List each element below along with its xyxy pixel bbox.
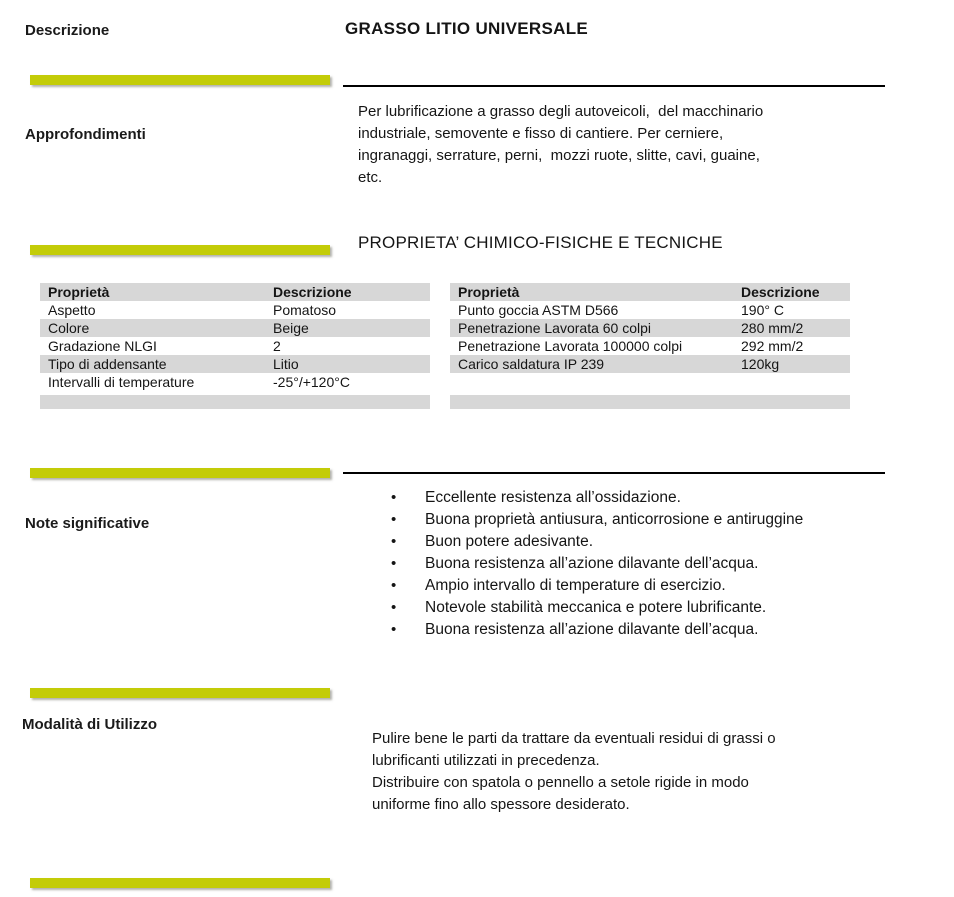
text-line: lubrificanti utilizzati in precedenza. (372, 752, 600, 769)
property-cell: Colore (48, 320, 90, 336)
text-line: ingranaggi, serrature, perni, mozzi ruote, slitte, cavi, guaine, (358, 147, 760, 164)
note-list-item: • Notevole stabilità meccanica e potere lubrificante. (388, 597, 928, 619)
properties-table-left (40, 283, 430, 409)
property-cell: Punto goccia ASTM D566 (458, 302, 619, 318)
notes-list (388, 487, 928, 641)
property-cell: Tipo di addensante (48, 356, 167, 372)
property-cell: Gradazione NLGI (48, 338, 157, 354)
section-label-descrizione: Descrizione (25, 22, 110, 39)
text-line: Per lubrificazione a grasso degli autoveicoli, del macchinario (358, 103, 764, 120)
accent-bar (30, 75, 330, 85)
usage-paragraph (372, 728, 912, 816)
table-header-row (40, 283, 430, 301)
text-line: uniforme fino allo spessore desiderato. (372, 796, 630, 813)
text-line: industriale, semovente e fisso di cantiere. Per cerniere, (358, 125, 724, 142)
table-row (450, 301, 850, 319)
empty-table-row (450, 395, 850, 409)
value-cell: 292 mm/2 (741, 338, 804, 354)
divider-line (343, 85, 885, 87)
note-list-item: • Ampio intervallo di temperature di esercizio. (388, 575, 928, 597)
column-header-proprieta: Proprietà (48, 284, 110, 300)
note-list-item: • Buona proprietà antiusura, anticorrosione e antiruggine (388, 509, 928, 531)
table-row (40, 355, 430, 373)
note-list-item: • Eccellente resistenza all’ossidazione. (388, 487, 928, 509)
accent-bar (30, 468, 330, 478)
text-line: Distribuire con spatola o pennello a setole rigide in modo (372, 774, 749, 791)
table-body (450, 301, 850, 373)
properties-heading: PROPRIETA’ CHIMICO-FISICHE E TECNICHE (358, 233, 723, 252)
property-cell: Carico saldatura IP 239 (458, 356, 605, 372)
column-header-proprieta: Proprietà (458, 284, 520, 300)
value-cell: 280 mm/2 (741, 320, 804, 336)
page-title: GRASSO LITIO UNIVERSALE (345, 19, 589, 38)
section-label-approfondimenti: Approfondimenti (25, 126, 146, 143)
note-list-item: • Buona resistenza all’azione dilavante dell’acqua. (388, 619, 928, 641)
value-cell: Beige (273, 320, 309, 336)
table-row (450, 319, 850, 337)
column-header-descrizione: Descrizione (741, 284, 820, 300)
description-paragraph (358, 101, 898, 189)
table-row (40, 301, 430, 319)
property-cell: Intervalli di temperature (48, 374, 195, 390)
value-cell: 190° C (741, 302, 784, 318)
value-cell: 2 (273, 338, 281, 354)
column-header-descrizione: Descrizione (273, 284, 352, 300)
table-row (40, 319, 430, 337)
table-row (450, 355, 850, 373)
empty-table-row (40, 395, 430, 409)
divider-line (343, 472, 885, 474)
property-cell: Penetrazione Lavorata 100000 colpi (458, 338, 683, 354)
section-label-modalita-utilizzo: Modalità di Utilizzo (22, 716, 157, 733)
value-cell: Pomatoso (273, 302, 337, 318)
table-body (40, 301, 430, 391)
value-cell: -25°/+120°C (273, 374, 350, 390)
empty-table-row (450, 373, 850, 391)
table-row (40, 373, 430, 391)
accent-bar (30, 245, 330, 255)
property-cell: Penetrazione Lavorata 60 colpi (458, 320, 652, 336)
value-cell: Litio (273, 356, 299, 372)
text-line: Pulire bene le parti da trattare da eventuali residui di grassi o (372, 730, 776, 747)
accent-bar (30, 878, 330, 888)
note-list-item: • Buon potere adesivante. (388, 531, 928, 553)
accent-bar (30, 688, 330, 698)
note-list-item: • Buona resistenza all’azione dilavante dell’acqua. (388, 553, 928, 575)
text-line: etc. (358, 169, 383, 186)
property-cell: Aspetto (48, 302, 96, 318)
table-row (450, 337, 850, 355)
table-row (40, 337, 430, 355)
table-header-row (450, 283, 850, 301)
value-cell: 120kg (741, 356, 780, 372)
section-label-note-significative: Note significative (25, 515, 150, 532)
properties-table-right (450, 283, 850, 409)
